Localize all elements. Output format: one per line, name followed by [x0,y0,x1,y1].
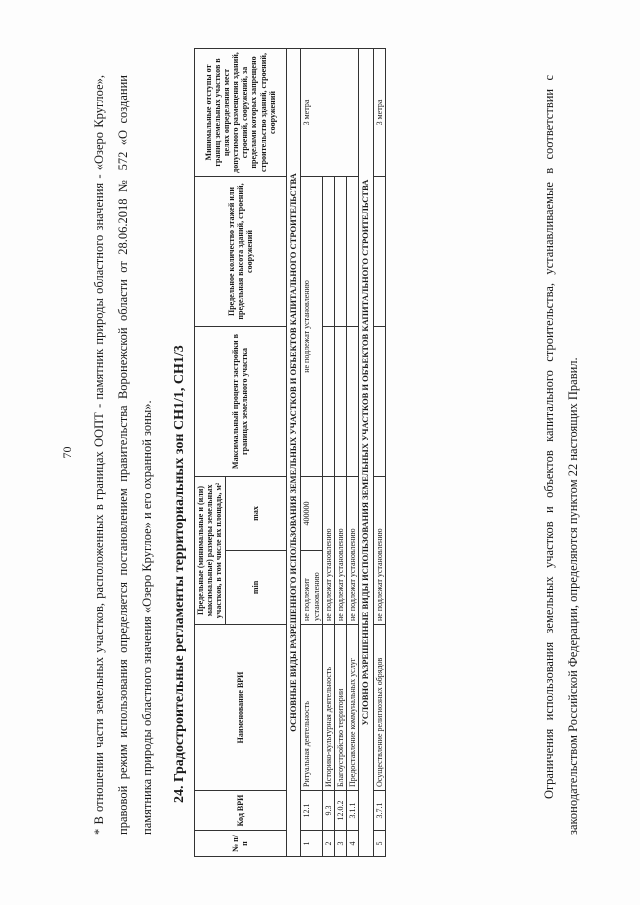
row-sizes: не подлежат установлению [374,477,386,625]
header-setback: Минимальные отступы от границ земельных участков в целях определения мест допустимого размещения зданий, строений, сооружений, за пределами которых запрещено строительство зданий, строений, сооружений [195,49,287,177]
row-num: 1 [301,831,322,857]
section-row-main [286,49,301,857]
row-name: Осуществление религиозных обрядов [374,625,386,791]
row-floors [374,177,386,327]
header-num: № п/п [195,831,287,857]
header-max: max [225,477,286,551]
row-percent [374,327,386,477]
row-code: 12.1 [301,791,322,831]
row-sizes: не подлежат установлению [347,477,359,625]
row-percent-floors: не подлежат установлению [301,177,322,477]
row-code: 3.7.1 [374,791,386,831]
row-min: не подлежит установлению [301,551,322,625]
row-name: Ритуальная деятельность [301,625,322,791]
row-setback: 3 метра [301,49,359,177]
section-conditional-label: УСЛОВНО РАЗРЕШЕННЫЕ ВИДЫ ИСПОЛЬЗОВАНИЯ ЗЕМЕЛЬНЫХ УЧАСТКОВ И ОБЪЕКТОВ КАПИТАЛЬНОГО СТРОИТЕЛЬСТВА [359,49,374,857]
row-code: 9.3 [322,791,334,831]
row-name: Историко-культурная деятельность [322,625,334,791]
header-floors: Предельное количество этажей или предельная высота зданий, строений, сооружений [195,177,287,327]
intro-paragraph: * В отношении части земельных участков, расположенных в границах ООПТ - памятник природы областного значения - «Озеро Круглое», правовой режим использования определяется постановлением правительства Воронежской области от 28.06.2018 № 572 «О создании памятника природы областного значения «Озеро Круглое» и его охранной зоны». [91,75,154,835]
row-floors [334,177,346,327]
row-num: 5 [374,831,386,857]
row-percent [322,327,334,477]
section-main-label: ОСНОВНЫЕ ВИДЫ РАЗРЕШЕННОГО ИСПОЛЬЗОВАНИЯ ЗЕМЕЛЬНЫХ УЧАСТКОВ И ОБЪЕКТОВ КАПИТАЛЬНОГО СТРОИТЕЛЬСТВА [286,49,301,857]
header-name: Наименование ВРИ [195,625,287,791]
row-name: Благоустройство территории [334,625,346,791]
row-setback: 3 метра [374,49,386,177]
header-sizes: Предельные (минимальные и (или) максимальные) размеры земельных участков, в том числе их площадь, м² [195,477,226,625]
row-percent [334,327,346,477]
row-sizes: не подлежат установлению [334,477,346,625]
row-name: Предоставление коммунальных услуг [347,625,359,791]
section-title: 24. Градостроительные регламенты территориальных зон СН1/1, СН1/3 [172,345,187,803]
header-code: Код ВРИ [195,791,287,831]
row-num: 4 [347,831,359,857]
header-percent: Максимальный процент застройки в границах земельного участка [195,327,287,477]
page-number: 70 [60,446,74,459]
table-row [374,49,386,857]
section-row-conditional [359,49,374,857]
row-sizes: не подлежат установлению [322,477,334,625]
row-num: 2 [322,831,334,857]
regulations-table [194,48,386,857]
row-floors [322,177,334,327]
row-max: 400000 [301,477,322,551]
row-code: 3.1.1 [347,791,359,831]
table-row [301,49,322,857]
row-floors [347,177,359,327]
outro-paragraph: Ограничения использования земельных участков и объектов капитального строительства, устанавливаемые в соответствии с законодательством Российской Федерации, определяются пунктом 22 настоящих Правил. [541,75,580,835]
header-min: min [225,551,286,625]
row-num: 3 [334,831,346,857]
row-code: 12.0.2 [334,791,346,831]
row-percent [347,327,359,477]
